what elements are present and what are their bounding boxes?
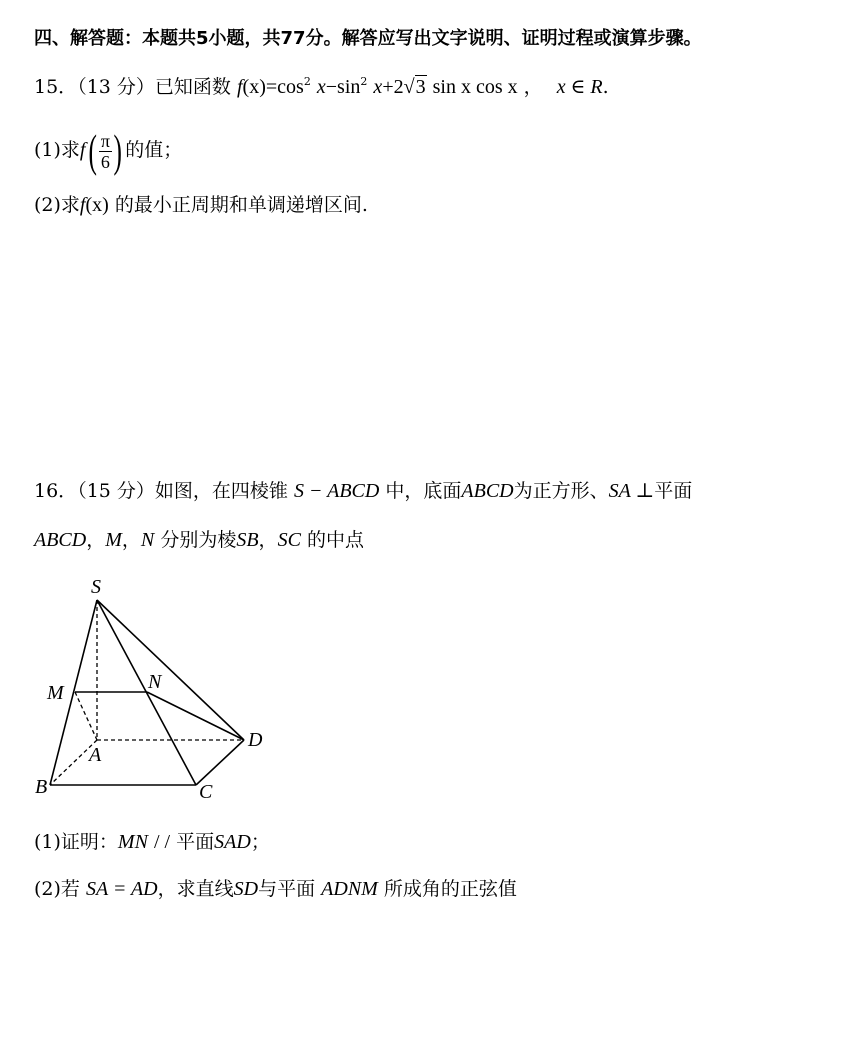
q15-part2: (2)求f(x) 的最小正周期和单调递增区间. [34,194,368,216]
label-a: A [89,744,102,766]
q15-stem: 15．（13 分）已知函数 $f(x)=\cos^2$ $x-\sin^2$ x+2√3 sin x cos x ， x ∈ R. [34,75,609,98]
q16-part2: (2)若 SA = AD，求直线SD与平面 ADNM 所成角的正弦值 [34,878,517,900]
q15-formula: $f(x)=\cos^2$ $x-\sin^2$ x+2√3 sin x cos x [236,75,518,98]
q16-stem-line2: ABCD，M，N 分别为棱SB，SC 的中点 [34,529,364,551]
edge-sd [97,600,244,740]
q16-stem-line1: 16．（15 分）如图，在四棱锥 S − ABCD 中，底面ABCD为正方形、SA ⊥平面 [34,480,693,502]
q16-part1: (1)证明：MN / / 平面SAD； [34,831,270,853]
edge-cd [196,740,244,785]
q15-stem-text: 已知函数 [154,76,231,98]
q15-score: （13 分） [77,76,155,98]
label-b: B [35,776,48,798]
sqrt-symbol: √3 [403,76,426,98]
q15-number: 15． [34,76,78,98]
label-m: M [47,682,64,704]
hidden-segment-ma [75,692,97,740]
section-heading: 四、解答题：本题共5小题，共77分。解答应写出文字说明、证明过程或演算步骤。 [34,28,702,49]
label-n: N [148,671,162,693]
label-d: D [248,729,263,751]
label-c: C [199,781,213,803]
fraction-pi-over-6: $\frac{\pi}{6}$ [100,130,110,172]
q15-part1: (1)求f( $\frac{\pi}{6}$ ) 的值； [34,125,183,176]
segment-nd [147,692,244,740]
label-s: S [91,576,101,598]
q15-domain: x ∈ R [556,76,603,98]
